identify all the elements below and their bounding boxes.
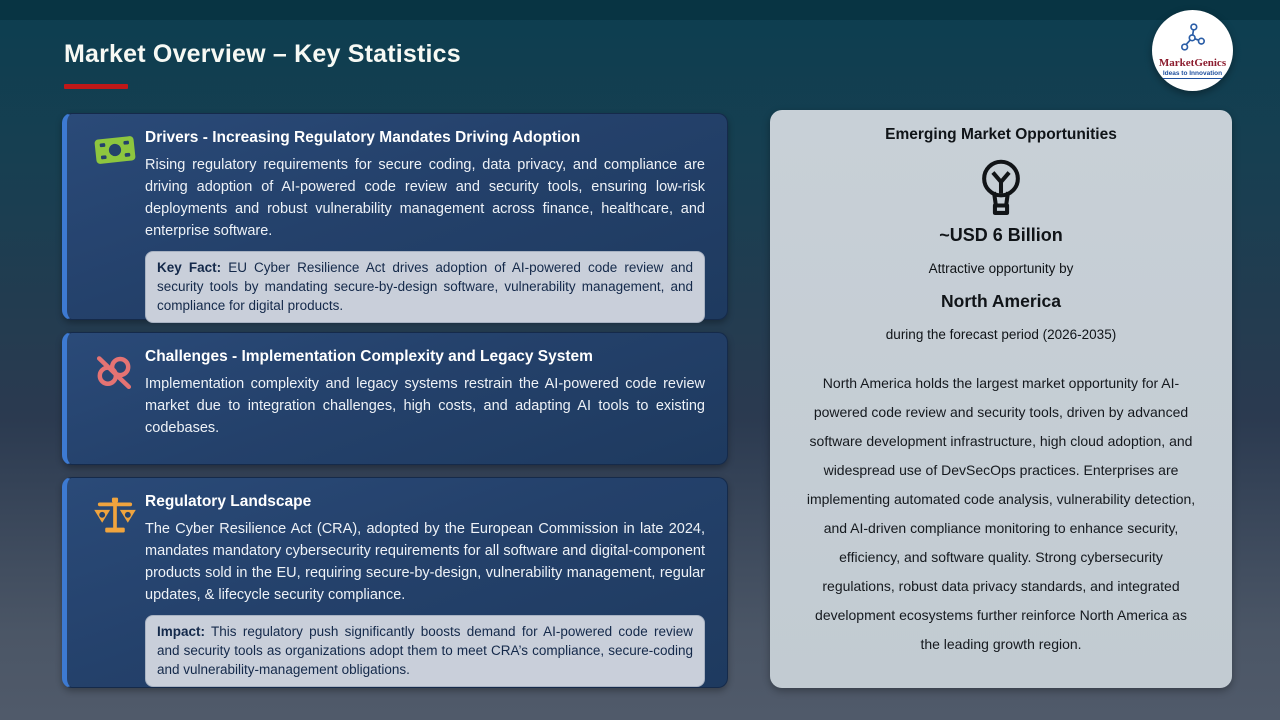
opportunity-description: North America holds the largest market opportunity for AI-powered code review and security tools, driven by advanced software development infrastructure, high cloud adoption, and widespread use of DevSecOps practices. Enterprises are implementing automated code analysis, vulnerability detection, and AI-driven compliance monitoring to enhance security, efficiency, and software quality. Strong cybersecurity regulations, robust data privacy standards, and integrated development ecosystems further reinforce North America as the leading growth region. xyxy=(806,375,1196,652)
logo-name: MarketGenics xyxy=(1158,56,1227,69)
logo-tagline: Ideas to Innovation xyxy=(1162,70,1223,78)
marketgenics-logo xyxy=(1152,10,1233,91)
opportunity-lead-in: Attractive opportunity by xyxy=(928,261,1074,276)
challenges-card-title: Challenges - Implementation Complexity and Legacy System xyxy=(145,348,593,365)
unlink-icon xyxy=(93,348,145,450)
opportunity-title: Emerging Market Opportunities xyxy=(885,126,1117,143)
title-underline xyxy=(64,84,128,89)
molecule-icon xyxy=(1176,22,1210,57)
impact-callout xyxy=(145,615,705,687)
challenges-card-content xyxy=(145,348,705,450)
emerging-opportunities-panel xyxy=(770,110,1232,688)
top-strip xyxy=(0,0,1280,20)
key-statistics-cards xyxy=(62,113,728,688)
page-title: Market Overview – Key Statistics xyxy=(64,40,461,68)
money-icon xyxy=(93,129,145,323)
challenges-card xyxy=(62,332,728,465)
challenges-card-body: Implementation complexity and legacy systems restrain the AI-powered code review market due to integration challenges, high costs, and adapting AI tools to existing codebases. xyxy=(145,376,705,436)
regulatory-card-body: The Cyber Resilience Act (CRA), adopted by the European Commission in late 2024, mandates mandatory cybersecurity requirements for all software and digital-component products sold in the EU, requiring secure-by-design, vulnerability management, regular updates, & lifecycle security compliance. xyxy=(145,521,705,603)
opportunity-region: North America xyxy=(941,291,1061,311)
key-fact-label: Key Fact: xyxy=(157,260,222,275)
regulatory-card-title: Regulatory Landscape xyxy=(145,493,312,510)
drivers-card xyxy=(62,113,728,320)
lightbulb-icon xyxy=(973,157,1029,219)
opportunity-period: during the forecast period (2026-2035) xyxy=(885,327,1117,342)
impact-label: Impact: xyxy=(157,624,206,639)
scales-icon xyxy=(93,493,145,687)
key-fact-text: EU Cyber Resilience Act drives adoption of AI-powered code review and security tools by mandating secure-by-design software, vulnerability management, and compliance for digital products. xyxy=(157,260,693,313)
impact-text: This regulatory push significantly boosts demand for AI-powered code review and security tools as organizations adopt them to meet CRA’s compliance, secure-coding and vulnerability-management obligations. xyxy=(157,624,693,677)
drivers-card-content xyxy=(145,129,705,323)
regulatory-card xyxy=(62,477,728,688)
drivers-card-title: Drivers - Increasing Regulatory Mandates Driving Adoption xyxy=(145,129,581,146)
key-fact-callout xyxy=(145,251,705,323)
opportunity-value: ~USD 6 Billion xyxy=(939,225,1063,245)
drivers-card-body: Rising regulatory requirements for secure coding, data privacy, and compliance are driving adoption of AI-powered code review and security tools, ensuring low-risk deployments and robust vulnerability management across finance, healthcare, and enterprise software. xyxy=(145,157,705,239)
regulatory-card-content xyxy=(145,493,705,687)
